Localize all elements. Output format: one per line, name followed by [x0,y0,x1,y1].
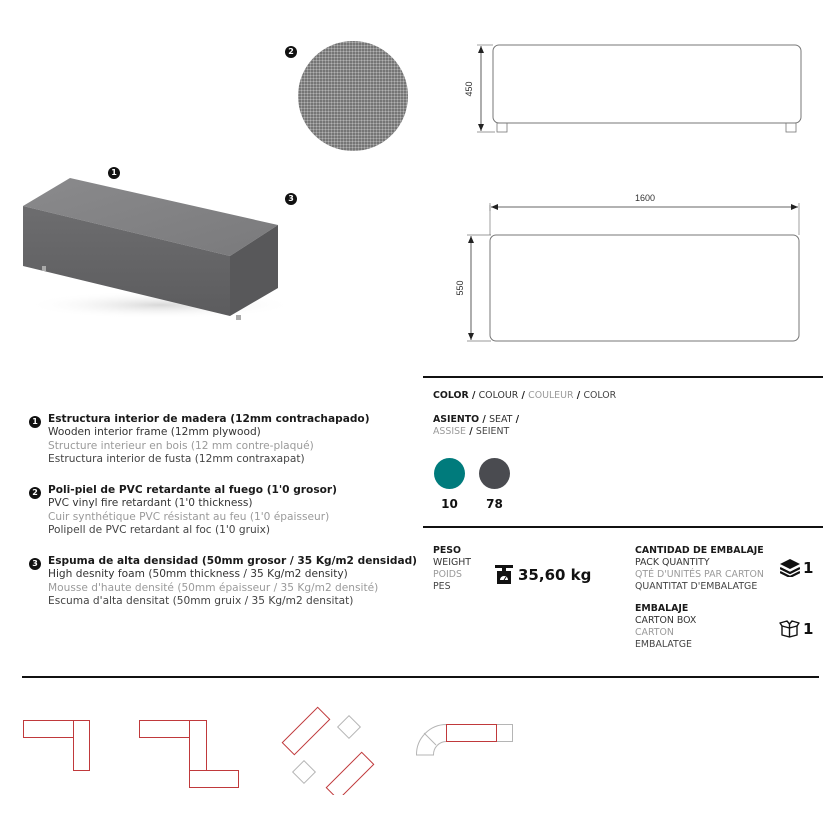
color-heading-ca: COLOR [583,390,617,401]
material-line-es: Estructura interior de madera (12mm contrachapado) [48,413,370,425]
material-line-es: Poli-piel de PVC retardante al fuego (1'0 grosor) [48,484,337,496]
packaging-labels [635,603,696,651]
seat-label [433,414,519,438]
separator: / [468,390,479,401]
width-dimension: 1600 [634,193,656,203]
packaging-value: 1 [803,620,814,638]
product-image [20,170,300,320]
material-line-en: Wooden interior frame (12mm plywood) [48,426,261,439]
separator: / [465,426,476,437]
material-line-en: PVC vinyl fire retardant (1'0 thickness) [48,497,253,510]
color-heading [433,390,616,402]
pack-quantity-label-es: CANTIDAD DE EMBALAJE [635,545,764,556]
separator: / [479,414,490,425]
callout-badge-1: 1 [108,167,120,179]
material-line-ca: Estructura interior de fusta (12mm contraxapat) [48,453,305,466]
color-swatch-10[interactable] [434,458,465,489]
config-diagonal[interactable] [282,707,373,795]
separator: / [518,390,529,401]
front-elevation [464,45,801,132]
material-line-ca: Polipell de PVC retardant al foc (1'0 gruix) [48,524,271,537]
packaging-label-ca: EMBALATGE [635,639,692,650]
weight-label-es: PESO [433,545,461,556]
packaging-label-en: CARTON BOX [635,615,697,626]
seat-label-ca: SEIENT [475,426,510,437]
weight-label-ca: PES [433,581,451,592]
separator: / [573,390,584,401]
fabric-swatch [298,41,408,151]
color-heading-fr: COULEUR [528,390,574,401]
pack-quantity-label-ca: QUANTITAT D'EMBALATGE [635,581,758,592]
plan-view [455,193,799,341]
color-swatch-78[interactable] [479,458,510,489]
packaging-label-es: EMBALAJE [635,603,689,614]
seat-label-fr: ASSISE [433,426,466,437]
box-icon [779,620,800,638]
color-heading-en: COLOUR [478,390,519,401]
material-badge-3: 3 [29,558,41,570]
color-code-78: 78 [486,497,503,511]
material-line-fr: Mousse d'haute densité (50mm épaisseur / 35 Kg/m2 densité) [48,581,379,594]
separator-trailing: / [512,414,520,425]
height-dimension: 450 [464,81,474,97]
seat-label-es: ASIENTO [433,414,480,425]
config-z-shape[interactable] [140,721,239,788]
scale-icon [495,565,513,585]
pack-quantity-labels [635,545,764,593]
pack-quantity-label-en: PACK QUANTITY [635,557,710,568]
divider-color [423,376,823,378]
divider-configurations [22,676,819,678]
weight-labels [433,545,471,593]
material-line-fr: Cuir synthétique PVC résistant au feu (1'0 épaisseur) [48,510,330,523]
material-badge-2: 2 [29,487,41,499]
weight-value: 35,60 kg [518,566,592,584]
depth-dimension: 550 [455,280,465,296]
layers-icon [780,559,800,577]
seat-label-en: SEAT [489,414,513,425]
weight-label-en: WEIGHT [433,557,471,568]
callout-badge-2: 2 [285,46,297,58]
bench-render [20,170,300,320]
material-line-en: High desnity foam (50mm thickness / 35 Kg/m2 density) [48,568,348,581]
pack-quantity-label-fr: QTÉ D'UNITÉS PAR CARTON [635,569,764,580]
weight-label-fr: POIDS [433,569,462,580]
material-line-fr: Structure interieur en bois (12 mm contre-plaqué) [48,439,314,452]
config-curved[interactable] [416,725,512,756]
config-l-shape[interactable] [24,721,90,771]
material-badge-1: 1 [29,416,41,428]
divider-specs [423,526,823,528]
pack-quantity-value: 1 [803,559,814,577]
technical-drawing [455,35,825,345]
material-line-ca: Escuma d'alta densitat (50mm gruix / 35 Kg/m2 densitat) [48,595,354,608]
configuration-diagrams [15,700,525,795]
color-heading-es: COLOR [433,390,469,401]
packaging-label-fr: CARTON [635,627,674,638]
color-code-10: 10 [441,497,458,511]
callout-badge-3: 3 [285,193,297,205]
material-line-es: Espuma de alta densidad (50mm grosor / 35 Kg/m2 densidad) [48,555,418,567]
